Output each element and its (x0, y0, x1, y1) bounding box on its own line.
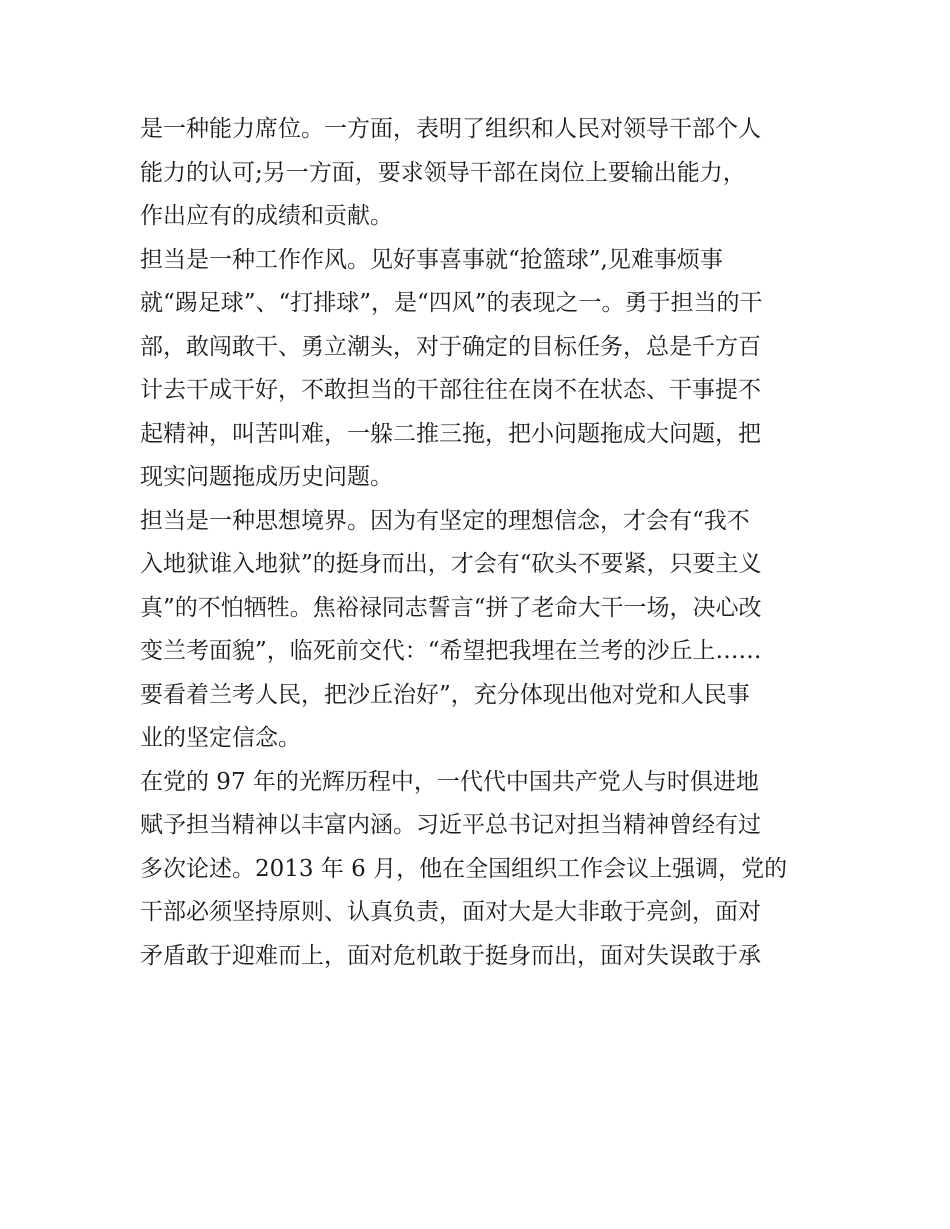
text-line: 担当是一种工作作风。见好事喜事就“抢篮球”,见难事烦事 (140, 246, 723, 273)
text-line: 要看着兰考人民，把沙丘治好”，充分体现出他对党和人民事 (140, 681, 750, 708)
text-line: 业的坚定信念。 (140, 725, 301, 751)
text-line: 部，敢闯敢干、勇立潮头，对于确定的目标任务，总是千方百 (140, 333, 761, 360)
text-line: 作出应有的成绩和贡献。 (140, 203, 393, 229)
text-line: 起精神，叫苦叫难，一躲二推三拖，把小问题拖成大问题，把 (140, 420, 761, 447)
document-body (140, 108, 812, 978)
text-line: 入地狱谁入地狱”的挺身而出，才会有“砍头不要紧，只要主义 (140, 551, 762, 577)
text-line: 赋予担当精神以丰富内涵。习近平总书记对担当精神曾经有过 (140, 812, 761, 838)
text-line: 能力的认可;另一方面，要求领导干部在岗位上要输出能力， (140, 159, 746, 186)
text-line: 矛盾敢于迎难而上，面对危机敢于挺身而出，面对失误敢于承 (140, 942, 761, 969)
text-line: 在党的 97 年的光辉历程中，一代代中国共产党人与时俱进地 (140, 768, 759, 795)
text-line: 多次论述。2013 年 6 月，他在全国组织工作会议上强调，党的 (140, 855, 788, 882)
text-line: 计去干成干好，不敢担当的干部往往在岗不在状态、干事提不 (140, 377, 761, 403)
text-line: 就“踢足球”、“打排球”，是“四风”的表现之一。勇于担当的干 (140, 290, 763, 316)
text-line: 担当是一种思想境界。因为有坚定的理想信念，才会有“我不 (140, 507, 750, 534)
text-line: 是一种能力席位。一方面，表明了组织和人民对领导干部个人 (140, 116, 761, 142)
text-line: 干部必须坚持原则、认真负责，面对大是大非敢于亮剑，面对 (140, 899, 761, 925)
text-line: 变兰考面貌”，临死前交代：“希望把我埋在兰考的沙丘上…… (140, 638, 762, 664)
text-line: 真”的不怕牺牲。焦裕禄同志誓言“拼了老命大干一场，决心改 (140, 594, 762, 621)
text-line: 现实问题拖成历史问题。 (140, 464, 393, 490)
